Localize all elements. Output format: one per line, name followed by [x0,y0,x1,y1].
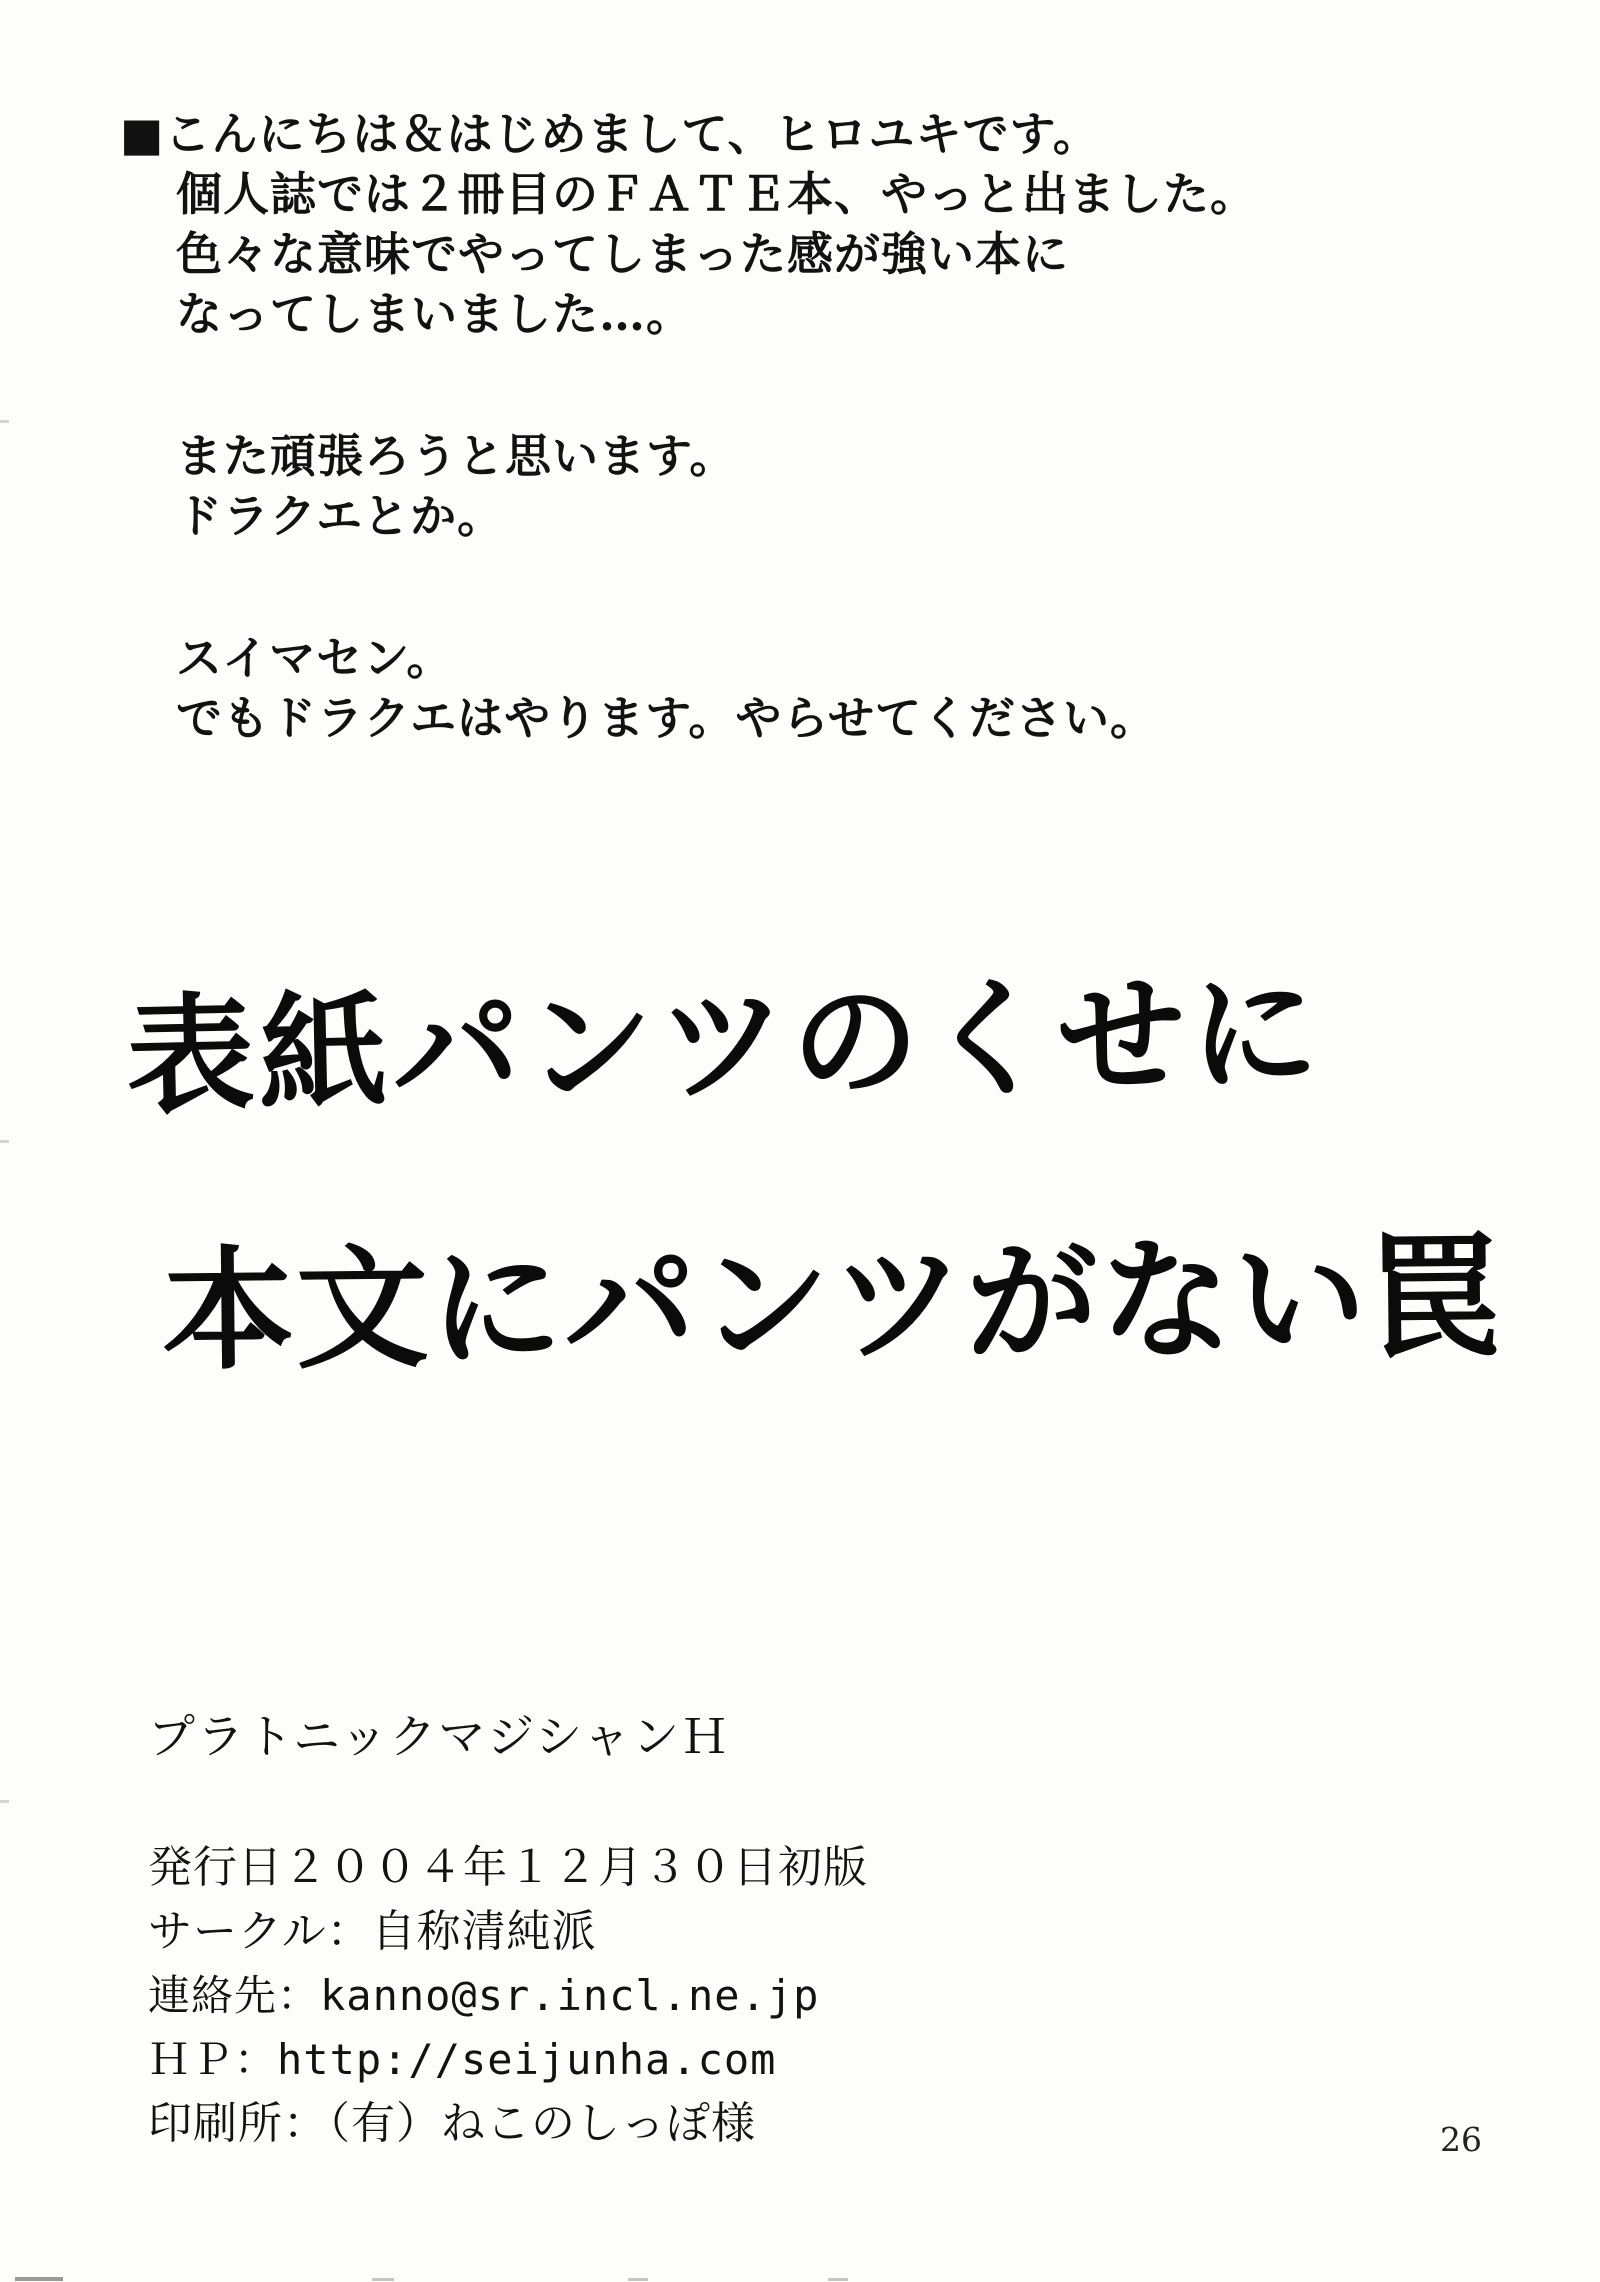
colophon-circle: サークル：自称清純派 [148,1906,597,1957]
colophon-printer: 印刷所：（有）ねこのしっぽ様 [148,2098,756,2149]
scan-artifact [628,2278,648,2281]
scan-artifact [0,1140,9,1143]
afterword-line: なってしまいました…。 [176,287,693,341]
scan-artifact [372,2278,394,2281]
colophon-publication-date: 発行日２００４年１２月３０日初版 [148,1842,868,1893]
afterword-paragraph [120,628,1360,748]
scan-artifact [0,420,9,423]
afterword-line: また頑張ろうと思います。 [176,429,737,483]
scan-artifact [0,1800,9,1803]
afterword-line: 個人誌では２冊目のＦＡＴＥ本、やっと出ました。 [176,167,1257,221]
page-number: 26 [1440,2120,1482,2159]
afterword-text [120,104,1360,830]
handwritten-note-line-1: 表紙パンツのくせに [124,958,1325,1133]
afterword-line: スイマセン。 [176,631,454,685]
colophon-contact-email: 連絡先：kanno@sr.incl.ne.jp [148,1971,820,2020]
afterword-line: ■こんにちは＆はじめまして、ヒロユキです。 [120,107,1100,161]
afterword-paragraph [120,426,1360,546]
afterword-line: でもドラクエはやります。やらせてください。 [176,691,1158,745]
afterword-paragraph [120,104,1360,344]
handwritten-note-line-2: 本文にパンツがない罠 [161,1220,1503,1390]
afterword-line: 色々な意味でやってしまった感が強い本に [176,227,1069,281]
afterword-line: ドラクエとか。 [176,489,505,543]
scan-artifact [15,2277,63,2281]
book-title: プラトニックマジシャンＨ [148,1710,731,1765]
scan-artifact [828,2278,848,2281]
colophon-block [148,1836,868,2156]
colophon-homepage-url: ＨＰ：http://seijunha.com [148,2035,777,2084]
